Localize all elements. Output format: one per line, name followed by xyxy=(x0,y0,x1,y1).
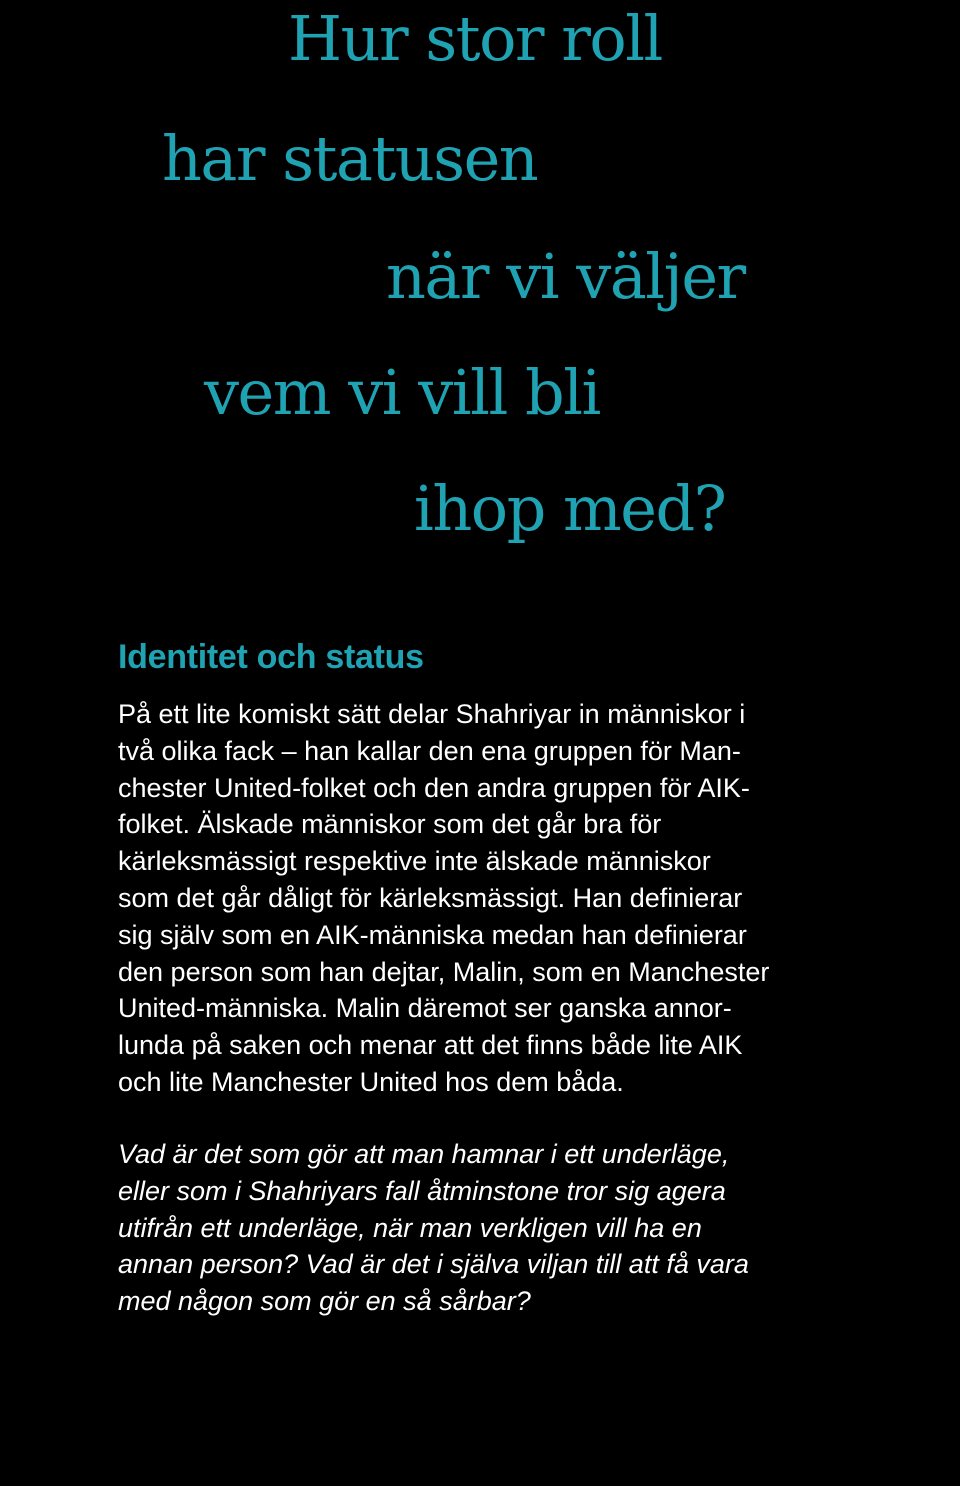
question-line: med någon som gör en så sårbar? xyxy=(118,1286,531,1317)
headline-line-4: vem vi vill bli xyxy=(204,356,600,429)
question-line: annan person? Vad är det i själva viljan till att få vara xyxy=(118,1249,749,1280)
headline-line-5: ihop med? xyxy=(414,472,726,545)
question-line: eller som i Shahriyars fall åtminstone tror sig agera xyxy=(118,1175,726,1206)
paragraph-line: folket. Älskade människor som det går bra för xyxy=(118,809,662,840)
question-line: utifrån ett underläge, när man verkligen vill ha en xyxy=(118,1212,702,1243)
paragraph-line: och lite Manchester United hos dem båda. xyxy=(118,1066,624,1097)
section-heading: Identitet och status xyxy=(118,638,424,676)
paragraph-line: som det går dåligt för kärleksmässigt. Han definierar xyxy=(118,882,743,913)
paragraph-line: två olika fack – han kallar den ena gruppen för Man- xyxy=(118,735,741,766)
headline-line-2: har statusen xyxy=(162,122,538,195)
headline-line-3: när vi väljer xyxy=(386,240,745,313)
headline-line-1: Hur stor roll xyxy=(288,2,662,75)
paragraph-line: lunda på saken och menar att det finns både lite AIK xyxy=(118,1030,743,1061)
question-paragraph xyxy=(118,1136,858,1320)
paragraph-line: United-människa. Malin däremot ser ganska annor- xyxy=(118,993,732,1024)
paragraph-line: chester United-folket och den andra gruppen för AIK- xyxy=(118,772,750,803)
body-paragraph xyxy=(118,696,858,1101)
paragraph-line: den person som han dejtar, Malin, som en Manchester xyxy=(118,956,770,987)
paragraph-line: kärleksmässigt respektive inte älskade människor xyxy=(118,846,711,877)
paragraph-line: sig själv som en AIK-människa medan han definierar xyxy=(118,919,747,950)
paragraph-line: På ett lite komiskt sätt delar Shahriyar in människor i xyxy=(118,699,746,729)
question-line: Vad är det som gör att man hamnar i ett underläge, xyxy=(118,1139,730,1169)
